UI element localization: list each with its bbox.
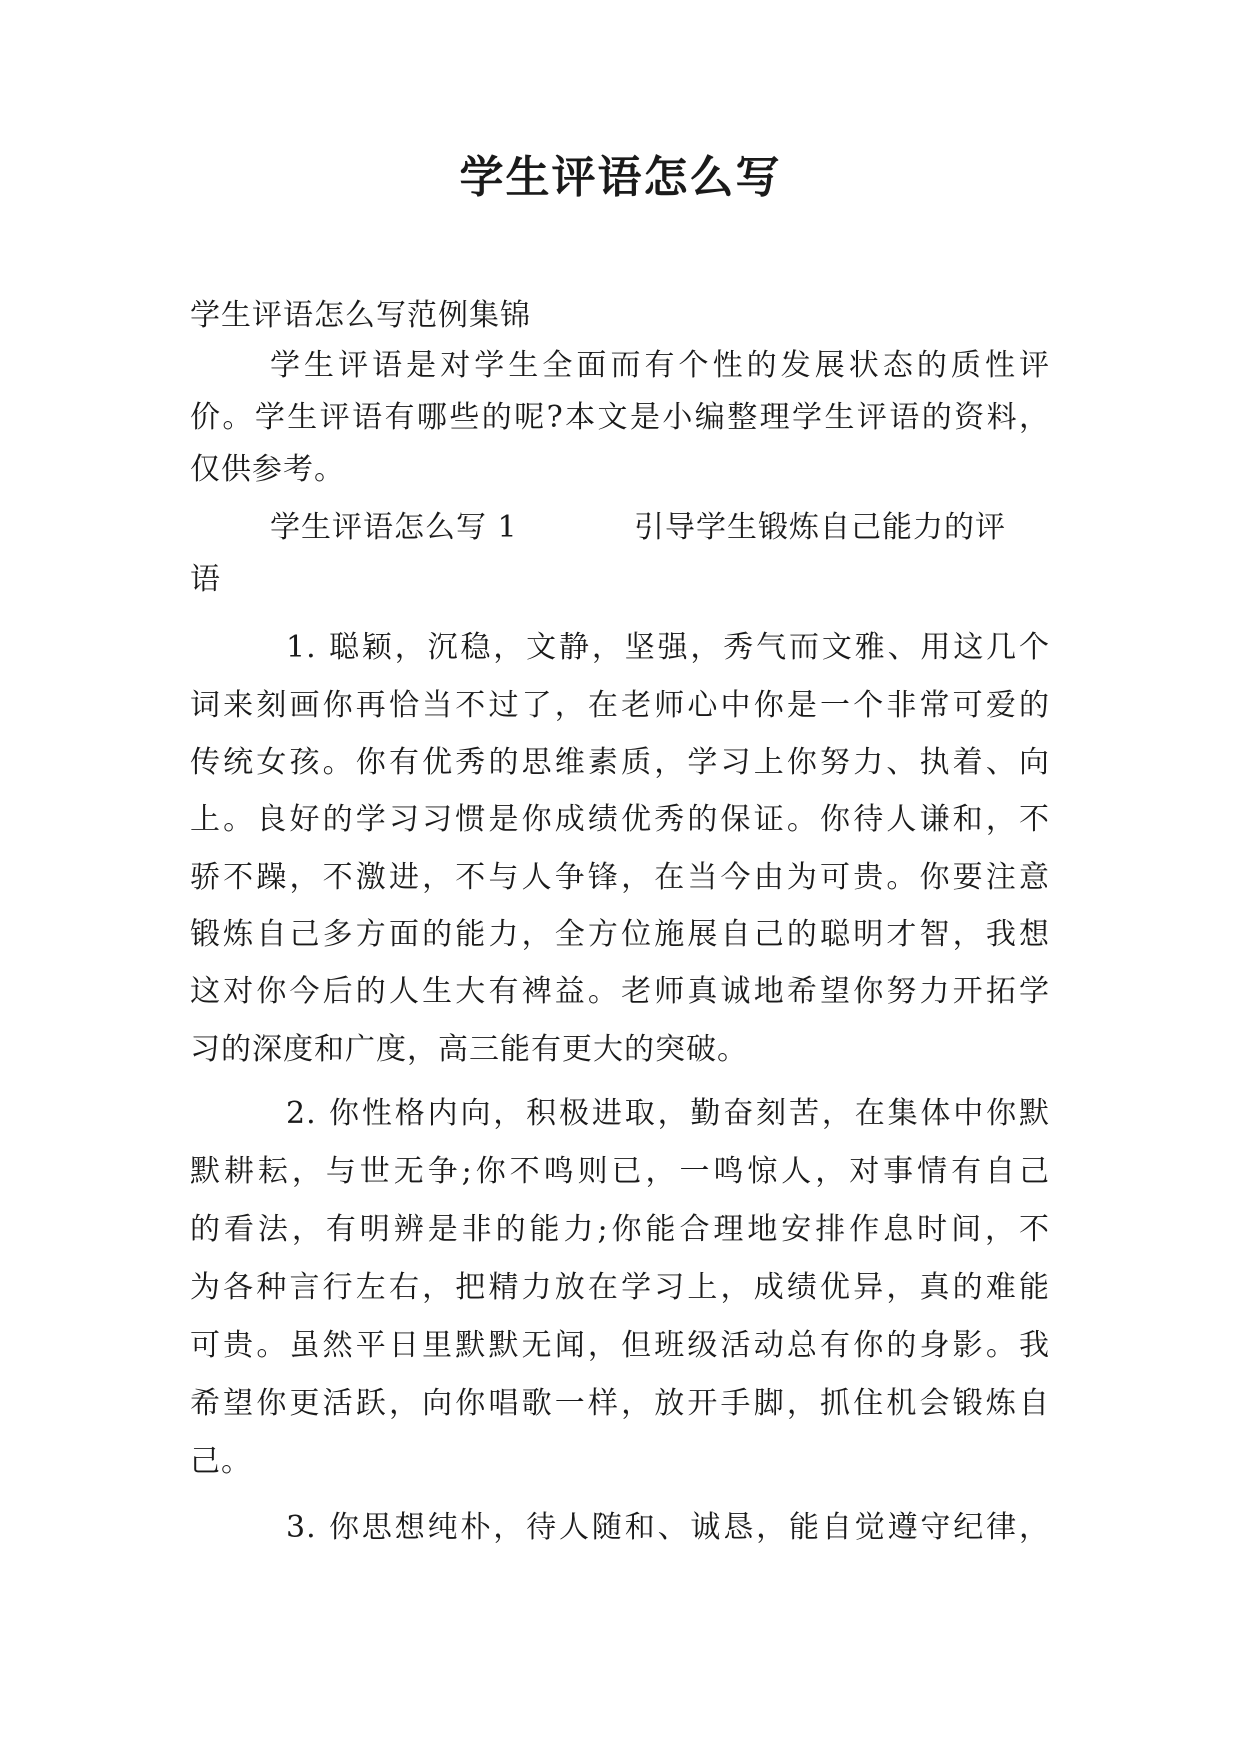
section-heading-number: 学生评语怎么写 1 [270,510,518,545]
item-3-line: 3. 你思想纯朴，待人随和、诚恳，能自觉遵守纪律， [286,1510,1050,1545]
item-1-line: 这对你今后的人生大有裨益。老师真诚地希望你努力开拓学 [190,974,1050,1009]
item-2-line: 的看法，有明辨是非的能力;你能合理地安排作息时间，不 [190,1212,1050,1247]
section-heading-continuation: 语 [190,562,221,597]
item-1-line: 词来刻画你再恰当不过了，在老师心中你是一个非常可爱的 [190,688,1050,723]
document-subtitle: 学生评语怎么写范例集锦 [190,298,531,333]
item-2-line: 默耕耘，与世无争;你不鸣则已，一鸣惊人，对事情有自己 [190,1154,1050,1189]
item-1-line: 传统女孩。你有优秀的思维素质，学习上你努力、执着、向 [190,745,1050,780]
item-2-line: 2. 你性格内向，积极进取，勤奋刻苦，在集体中你默 [286,1096,1050,1131]
item-1-line: 1. 聪颖，沉稳，文静，坚强，秀气而文雅、用这几个 [286,630,1050,665]
item-2-line: 可贵。虽然平日里默默无闻，但班级活动总有你的身影。我 [190,1328,1050,1363]
item-2-line: 为各种言行左右，把精力放在学习上，成绩优异，真的难能 [190,1270,1050,1305]
item-2-line: 己。 [190,1444,252,1479]
document-title: 学生评语怎么写 [459,152,782,203]
intro-line: 学生评语是对学生全面而有个性的发展状态的质性评 [270,348,1050,383]
item-2-line: 希望你更活跃，向你唱歌一样，放开手脚，抓住机会锻炼自 [190,1386,1050,1421]
section-heading-text: 引导学生锻炼自己能力的评 [634,510,1006,545]
item-1-line: 上。良好的学习习惯是你成绩优秀的保证。你待人谦和，不 [190,802,1050,837]
item-1-line: 骄不躁，不激进，不与人争锋，在当今由为可贵。你要注意 [190,860,1050,895]
item-1-line: 习的深度和广度，高三能有更大的突破。 [190,1032,748,1067]
intro-line: 仅供参考。 [190,452,345,487]
intro-line: 价。学生评语有哪些的呢?本文是小编整理学生评语的资料， [190,400,1050,435]
item-1-line: 锻炼自己多方面的能力，全方位施展自己的聪明才智，我想 [190,917,1050,952]
